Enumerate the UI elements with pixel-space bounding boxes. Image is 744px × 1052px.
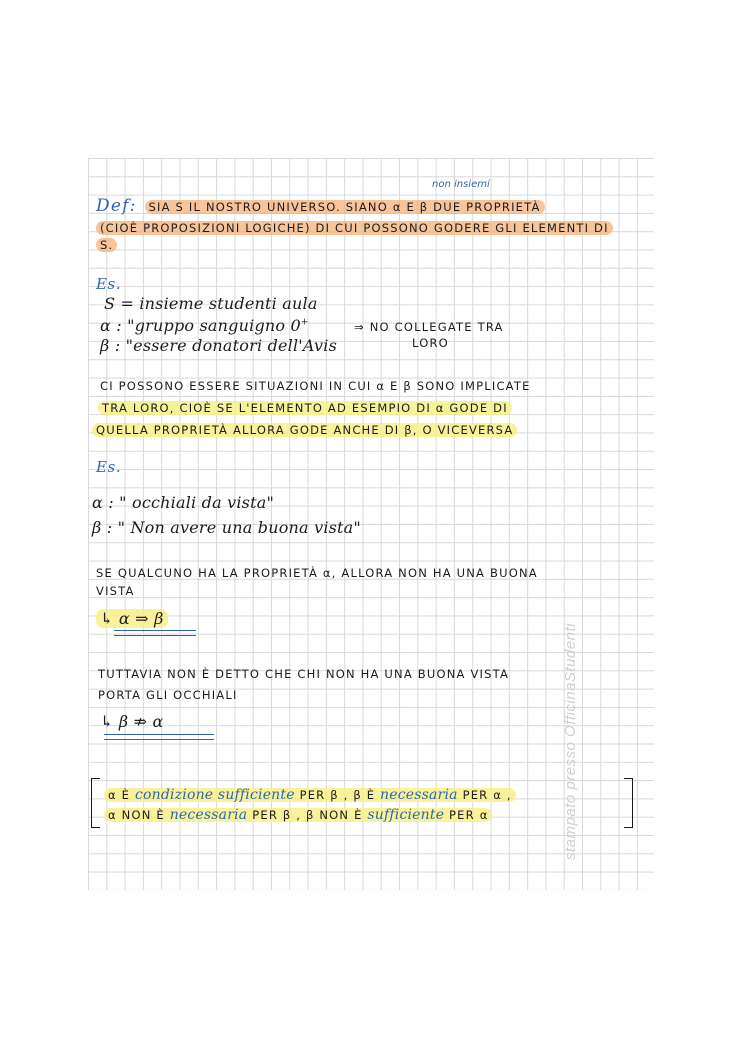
conclusion-1b: condizione sufficiente [134,787,295,803]
annotation-non-insiemi: non insiemi [432,179,490,190]
def-label: Def: [96,196,137,216]
implication-2-double-underline [104,734,214,740]
definition-text-3: S. [96,238,117,252]
definition-line-3 [96,238,117,252]
paragraph-line-3 [92,423,517,437]
example2-line-3: SE QUALCUNO HA LA PROPRIETÀ α, ALLORA NON HA UNA BUONA [96,566,538,580]
example1-line-2-text: α : "gruppo sanguigno 0 [100,316,301,335]
conclusion-1c: PER β , β È [299,788,376,802]
conclusion-1a: α È [108,788,131,802]
example1-side-note: ⇒ NO COLLEGATE TRA [354,320,504,334]
example1-label: Es. [96,275,122,293]
paragraph-line-1: CI POSSONO ESSERE SITUAZIONI IN CUI α E β SONO IMPLICATE [100,379,531,393]
example2-line-1: α : " occhiali da vista" [92,493,275,512]
example2-implication-1 [96,609,168,628]
definition-text-2: (CIOÈ PROPOSIZIONI LOGICHE) DI CUI POSSONO GODERE GLI ELEMENTI DI [96,221,613,235]
example2-line-2: β : " Non avere una buona vista" [92,518,361,537]
conclusion-2d: sufficiente [367,807,445,823]
watermark: stampato presso OfficinaStudenti [562,623,579,860]
definition-line-1 [96,196,545,216]
definition-text-1: SIA S IL NOSTRO UNIVERSO. SIANO α E β DUE PROPRIETÀ [145,200,545,214]
example2-line-6: PORTA GLI OCCHIALI [98,688,238,702]
conclusion-1e: PER α , [462,788,512,802]
conclusion-line-2-hl [104,808,492,822]
example2-line-5: TUTTAVIA NON È DETTO CHE CHI NON HA UNA BUONA VISTA [98,667,510,681]
conclusion-line-1-hl [104,788,516,802]
example1-side-note-2: LORO [412,336,449,350]
definition-line-2 [96,221,613,235]
paragraph-line-2 [98,401,512,415]
conclusion-2b: necessaria [169,807,248,823]
conclusion-1d: necessaria [380,787,458,803]
example2-implication-2: ↳ β ⇏ α [100,712,164,731]
conclusion-2e: PER α [449,808,489,822]
left-bracket [91,778,100,828]
example1-line-1: S = insieme studenti aula [104,294,318,313]
example2-label: Es. [96,458,122,476]
example1-line-2-sup: + [300,317,309,328]
paragraph-text-3: QUELLA PROPRIETÀ ALLORA GODE ANCHE DI β, O VICEVERSA [92,423,517,437]
example1-line-2 [100,316,309,335]
example1-line-3: β : "essere donatori dell'Avis [100,336,337,355]
conclusion-2c: PER β , β NON È [252,808,363,822]
right-bracket [624,778,633,828]
example2-implication-1-text: ↳ α ⇒ β [96,609,168,628]
conclusion-line-2 [104,807,492,823]
conclusion-2a: α NON È [108,808,165,822]
implication-1-double-underline [114,630,196,636]
conclusion-line-1 [104,787,516,803]
example2-line-4: VISTA [96,584,135,598]
paragraph-text-2: TRA LORO, CIOÈ SE L'ELEMENTO AD ESEMPIO DI α GODE DI [98,401,512,415]
